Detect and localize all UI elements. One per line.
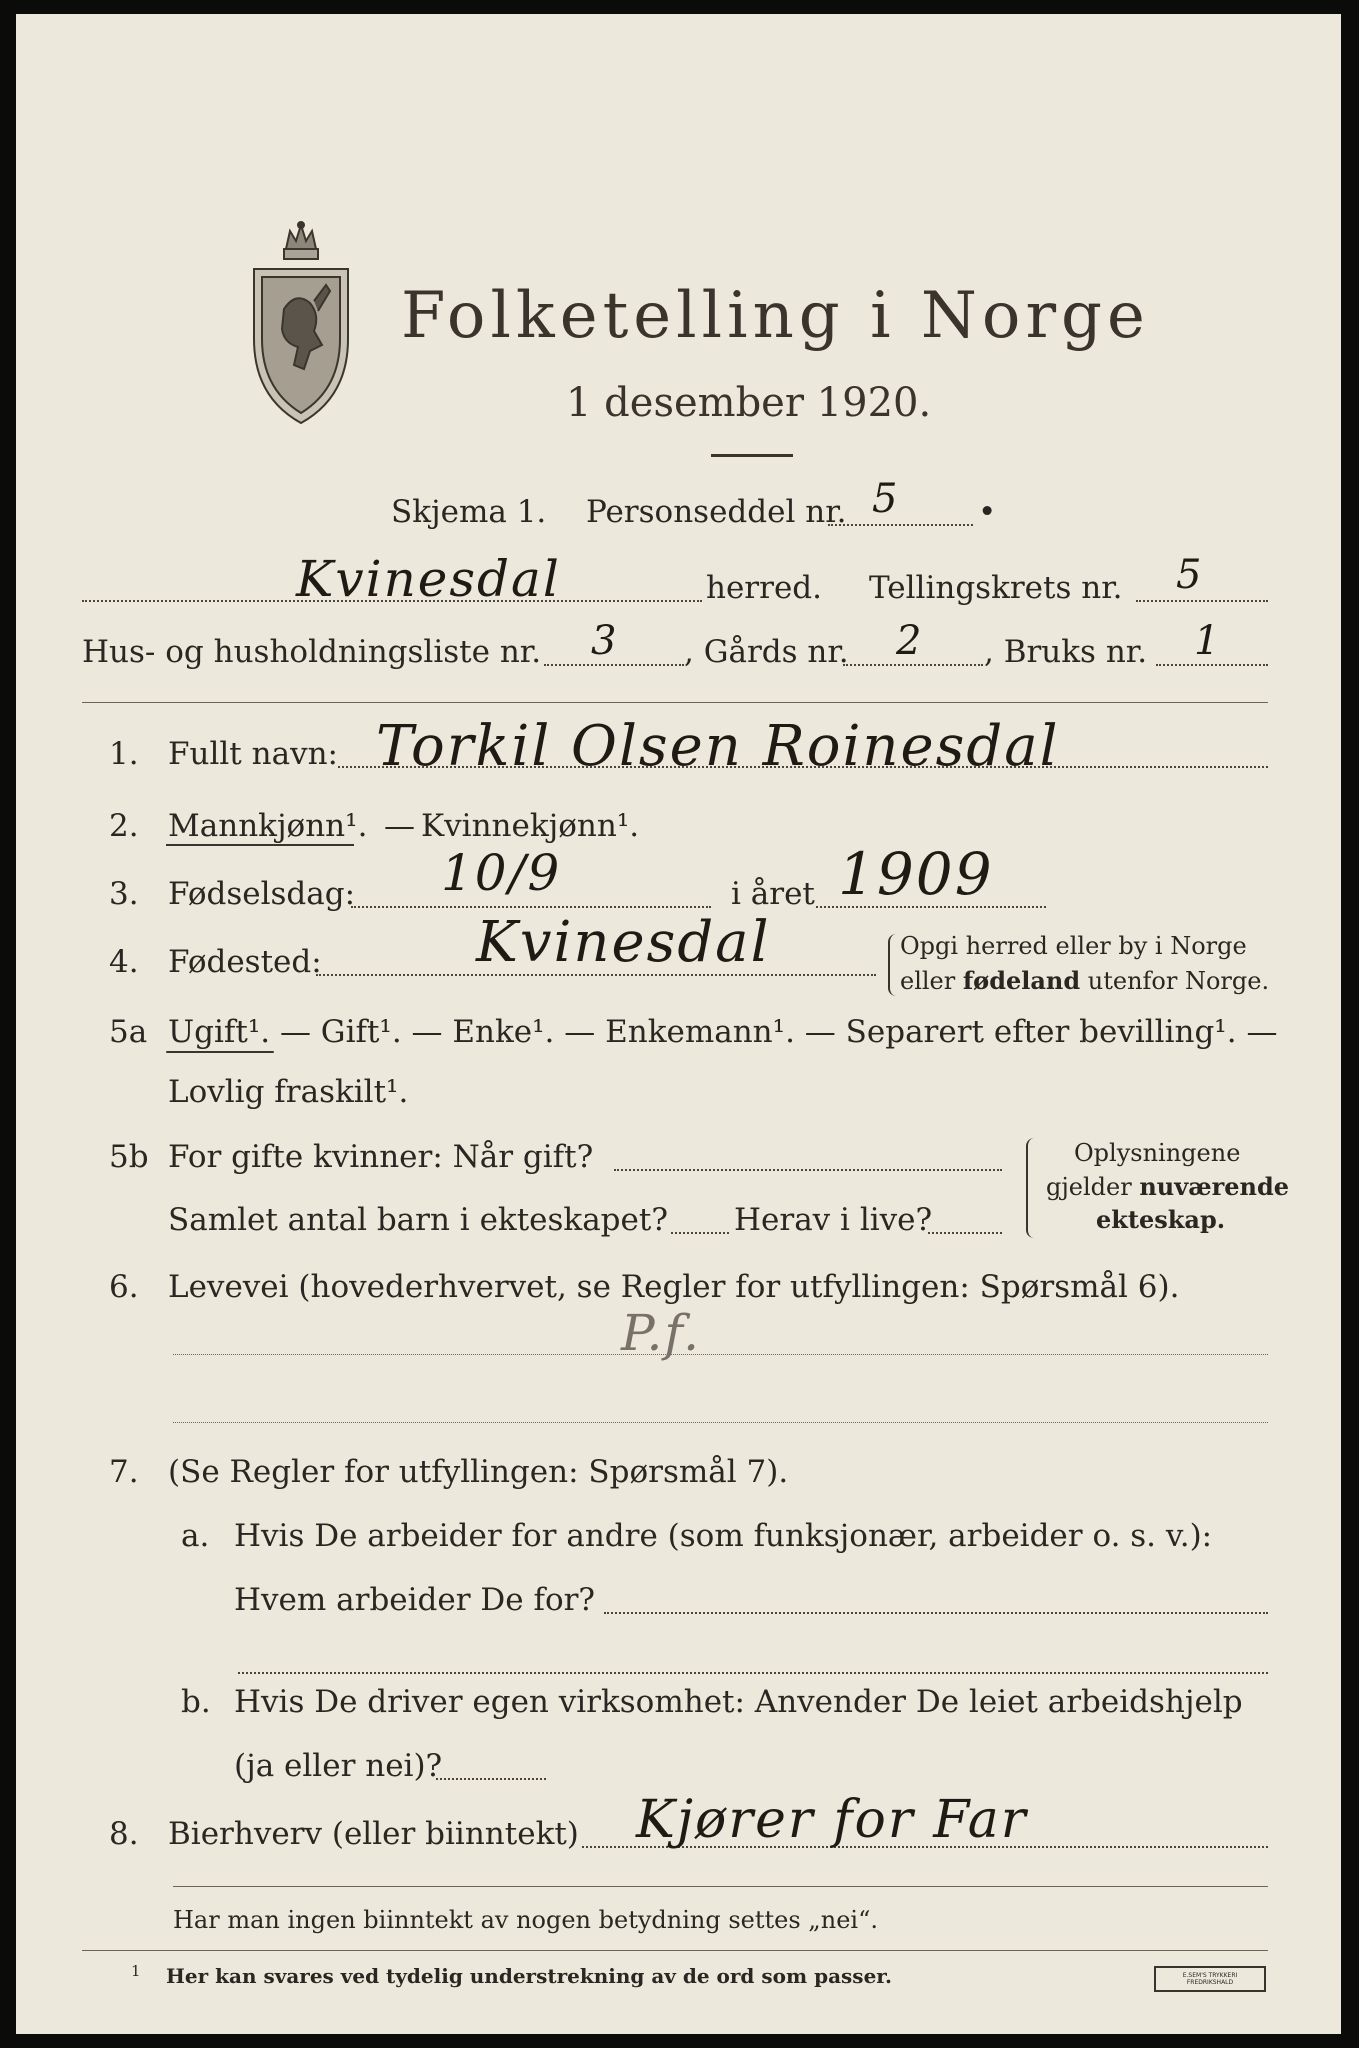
q5b-note-line3: ekteskap.: [1096, 1205, 1226, 1234]
q8-label: Bierhverv (eller biinntekt): [168, 1816, 579, 1852]
hus-line: [544, 664, 684, 666]
herred-value: Kvinesdal: [296, 550, 561, 608]
bruks-value: 1: [1194, 618, 1222, 664]
q7a-number: a.: [181, 1518, 210, 1554]
q6-answer-line2: [173, 1422, 1268, 1423]
q2-female-option: Kvinnekjønn¹.: [421, 808, 640, 844]
q7-number: 7.: [109, 1454, 139, 1490]
footnote-mark: 1: [131, 1962, 141, 1980]
census-form-page: [16, 14, 1341, 2034]
q2-male-option: Mannkjønn¹.: [168, 808, 368, 844]
q6-value: P.f.: [621, 1304, 702, 1362]
q8-number: 8.: [109, 1816, 139, 1852]
gards-label: , Gårds nr.: [684, 634, 849, 670]
q5a-number: 5a: [109, 1014, 148, 1050]
q3-number: 3.: [109, 876, 139, 912]
printer-stamp: [1154, 1966, 1266, 1992]
q7a-answer-line2: [238, 1672, 1268, 1674]
q4-note-line1: Opgi herred eller by i Norge: [900, 932, 1247, 960]
q5b-note-line2: gjelder nuværende: [1046, 1172, 1290, 1201]
hus-label: Hus- og husholdningsliste nr.: [82, 634, 542, 670]
q2-number: 2.: [109, 808, 139, 844]
q5b-number: 5b: [109, 1139, 149, 1175]
tellingskrets-value: 5: [1176, 552, 1204, 598]
q8-value: Kjører for Far: [636, 1790, 1028, 1850]
q7-label: (Se Regler for utfyllingen: Spørsmål 7).: [168, 1454, 789, 1490]
census-date: 1 desember 1920.: [566, 380, 932, 426]
q5a-options: Ugift¹. — Gift¹. — Enke¹. — Enkemann¹. — Separert efter bevilling¹. —: [168, 1014, 1278, 1050]
form-title: Folketelling i Norge: [401, 279, 1150, 353]
personseddel-line: [828, 524, 973, 526]
q4-note-bracket: [888, 934, 898, 996]
printer-stamp-text: E.SEM'S TRYKKERI FREDRIKSHALD: [1182, 1972, 1238, 1986]
q5a-ugift-underline: [166, 1051, 274, 1053]
title-divider: [711, 454, 793, 457]
herred-line: [82, 600, 702, 602]
q5b-note-bracket: [1026, 1138, 1038, 1238]
q5b-note-line1: Oplysningene: [1074, 1139, 1241, 1167]
q7b-answer-line: [436, 1778, 546, 1780]
tellingskrets-label: Tellingskrets nr.: [869, 570, 1123, 606]
q4-label: Fødested:: [168, 944, 322, 980]
gards-value: 2: [896, 618, 924, 664]
footnote-divider: [82, 1950, 1268, 1951]
q7b-line2: (ja eller nei)?: [234, 1748, 443, 1784]
footer-note: Har man ingen biinntekt av nogen betydning settes „nei“.: [173, 1906, 878, 1934]
q7a-line1: Hvis De arbeider for andre (som funksjonær, arbeider o. s. v.):: [234, 1518, 1213, 1554]
bruks-line: [1156, 664, 1268, 666]
q3-year-label: i året: [731, 876, 815, 912]
q5b-children-label: Samlet antal barn i ekteskapet?: [168, 1202, 668, 1238]
q2-male-underline: [166, 844, 354, 846]
q1-number: 1.: [109, 736, 139, 772]
q6-label: Levevei (hovederhvervet, se Regler for utfyllingen: Spørsmål 6).: [168, 1269, 1180, 1305]
header-divider: [82, 702, 1268, 703]
q5b-married-line: [614, 1169, 1002, 1171]
q7a-answer-line: [604, 1612, 1268, 1614]
q7b-line1: Hvis De driver egen virksomhet: Anvender De leiet arbeidshjelp: [234, 1684, 1243, 1720]
q6-answer-line1: [173, 1354, 1268, 1355]
q2-separator: —: [384, 808, 415, 844]
q5b-children-line: [671, 1232, 729, 1234]
q4-note-line2: eller fødeland utenfor Norge.: [900, 966, 1270, 995]
q3-year-value: 1909: [838, 840, 994, 908]
q5b-alive-label: Herav i live?: [734, 1202, 933, 1238]
herred-label: herred.: [706, 570, 822, 606]
q4-number: 4.: [109, 944, 139, 980]
coat-of-arms-icon: [244, 219, 358, 429]
q4-value: Kvinesdal: [476, 910, 771, 975]
tellingskrets-line: [1136, 600, 1268, 602]
q7b-number: b.: [181, 1684, 211, 1720]
gards-line: [843, 664, 983, 666]
personseddel-label: Personseddel nr.: [586, 494, 847, 530]
personseddel-value: 5: [872, 476, 900, 522]
bruks-label: , Bruks nr.: [984, 634, 1148, 670]
q6-number: 6.: [109, 1269, 139, 1305]
q7a-line2: Hvem arbeider De for?: [234, 1582, 596, 1618]
q3-label: Fødselsdag:: [168, 876, 356, 912]
q5b-line1: For gifte kvinner: Når gift?: [168, 1139, 594, 1175]
q3-line: [351, 906, 711, 908]
q1-label: Fullt navn:: [168, 736, 338, 772]
skjema-label: Skjema 1.: [391, 494, 547, 530]
personseddel-dot: •: [978, 494, 997, 530]
q1-value: Torkil Olsen Roinesdal: [376, 714, 1060, 779]
q3-value: 10/9: [441, 844, 562, 902]
q5a-options-line2: Lovlig fraskilt¹.: [168, 1074, 409, 1110]
hus-value: 3: [591, 618, 619, 664]
footnote-text: Her kan svares ved tydelig understrekning av de ord som passer.: [166, 1964, 892, 1988]
q5b-alive-line: [928, 1232, 1002, 1234]
footer-divider: [173, 1886, 1268, 1887]
